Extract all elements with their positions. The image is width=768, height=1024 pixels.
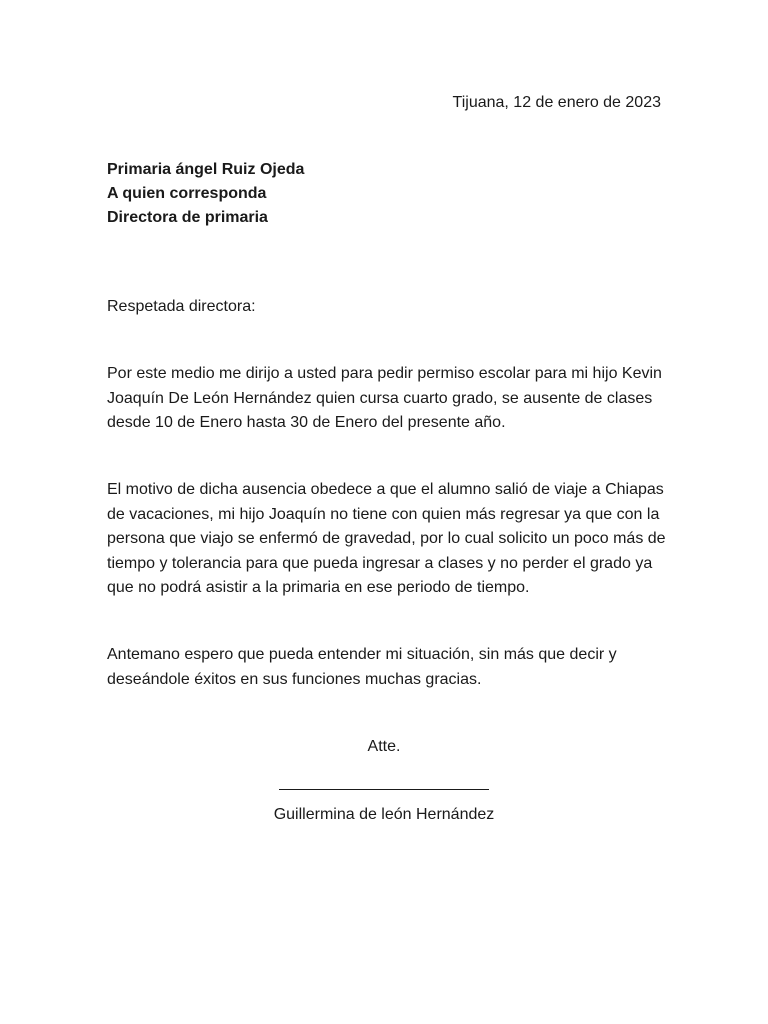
recipient-block xyxy=(107,158,304,230)
salutation: Respetada directora: xyxy=(107,298,256,315)
body-paragraph-request: Por este medio me dirijo a usted para pedir permiso escolar para mi hijo Kevin Joaquín De León Hernández quien cursa cuarto grado, se ausente de clases desde 10 de Enero hasta 30 de Enero del presente año. xyxy=(107,365,662,431)
body-paragraph-reason: El motivo de dicha ausencia obedece a que el alumno salió de viaje a Chiapas de vacaciones, mi hijo Joaquín no tiene con quien más regresar ya que con la persona que viajo se enfermó de gravedad, por lo cual solicito un poco más de tiempo y tolerancia para que pueda ingresar a clases y no perder el grado ya que no podrá asistir a la primaria en ese periodo de tiempo. xyxy=(107,481,666,596)
recipient-school: Primaria ángel Ruiz Ojeda xyxy=(107,161,305,178)
signature-line xyxy=(279,789,489,790)
recipient-title: Directora de primaria xyxy=(107,209,268,226)
recipient-addressee: A quien corresponda xyxy=(107,185,267,202)
signer-name: Guillermina de león Hernández xyxy=(273,806,495,823)
letter-date: Tijuana, 12 de enero de 2023 xyxy=(452,94,661,111)
closing: Atte. xyxy=(367,738,401,755)
body-paragraph-thanks: Antemano espero que pueda entender mi situación, sin más que decir y deseándole éxitos en sus funciones muchas gracias. xyxy=(107,646,617,688)
